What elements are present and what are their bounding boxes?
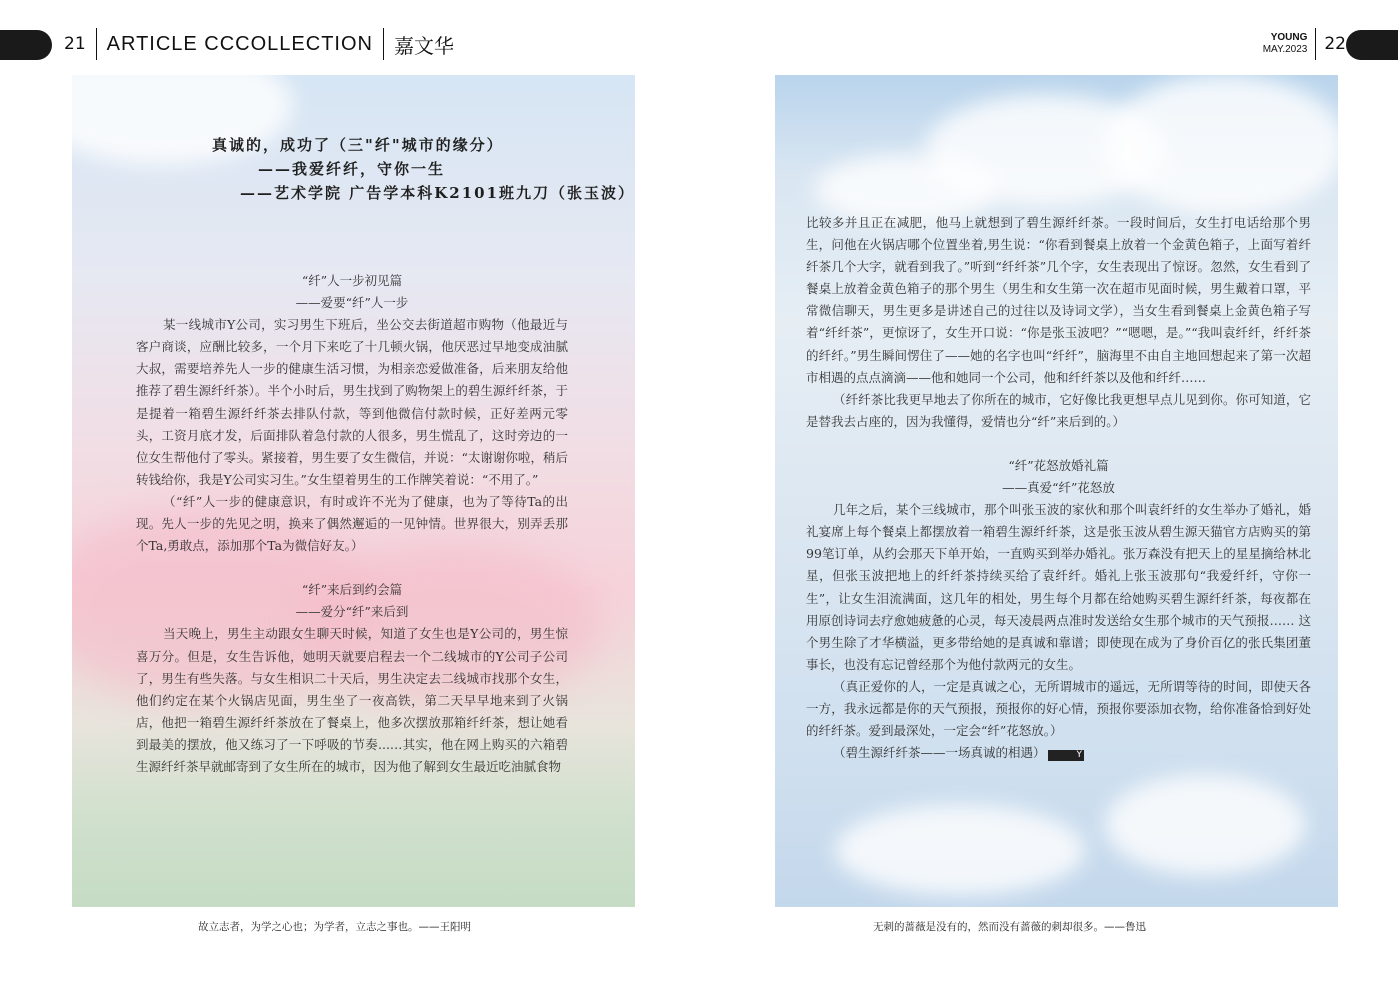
article-title [212, 133, 635, 205]
section-subheading: ——真爱“纤”花怒放 [1002, 480, 1115, 496]
header-divider [1315, 28, 1316, 60]
left-page [72, 75, 635, 907]
page-tab-left [0, 30, 52, 60]
brand-block [1263, 32, 1308, 56]
section-subheading: ——爱要“纤”人一步 [295, 295, 409, 311]
right-body [806, 212, 1311, 764]
aside-note: （“纤”人一步的健康意识，有时或许不光为了健康，也为了等待Ta的出现。先人一步的先见之明，换来了偶然邂逅的一见钟情。世界很大，别弄丢那个Ta,勇敢点，添加那个Ta为微信好友。） [136, 493, 568, 554]
body-paragraph: 某一线城市Y公司，实习男生下班后，坐公交去街道超市购物（他最近与客户商谈，应酬比较多，一个月下来吃了十几顿火锅，他厌恶过早地变成油腻大叔，需要培养先人一步的健康生活习惯，为相亲恋爱做准备，后来朋友给他推荐了碧生源纤纤茶）。半个小时后，男生找到了购物架上的碧生源纤纤茶，于是提着一箱碧生源纤纤茶去排队付款，等到他微信付款时候，正好差两元零头，工资月底才发，后面排队着急付款的人很多，男生慌乱了，这时旁边的一位女生帮他付了零头。紧接着，男生要了女生微信，并说：“太谢谢你啦，稍后转钱给你，我是Y公司实习生。”女生望着男生的工作牌笑着说：“不用了。” [136, 317, 568, 487]
footer-quote-left: 故立志者，为学之心也；为学者，立志之事也。——王阳明 [198, 921, 471, 933]
section-subheading: ——爱分“纤”来后到 [295, 604, 409, 620]
header-divider [383, 28, 384, 60]
body-paragraph: 比较多并且正在减肥，他马上就想到了碧生源纤纤茶。一段时间后，女生打电话给那个男生，问他在火锅店哪个位置坐着,男生说：“你看到餐桌上放着一个金黄色箱子，上面写着纤纤茶几个大字，就看到我了。”听到“纤纤茶”几个字，女生表现出了惊讶。忽然，女生看到了餐桌上放着金黄色箱子的那个男生（男生和女生第一次在超市见面时候，男生戴着口罩，平常微信聊天，男生更多是讲述自己的过往以及诗词文学），当女生看到餐桌上金黄色箱子写着“纤纤茶”，更惊讶了，女生开口说：“你是张玉波吧？”“嗯嗯，是。”“我叫袁纤纤，纤纤茶的纤纤。”男生瞬间愣住了——她的名字也叫“纤纤”，脑海里不由自主地回想起来了第一次超市相遇的点点滴滴——他和她同一个公司，他和纤纤茶以及他和纤纤…… [806, 215, 1311, 385]
header-author: 嘉文华 [394, 33, 454, 58]
right-page [775, 75, 1338, 907]
page-tab-right [1346, 30, 1398, 60]
header-left [64, 26, 454, 62]
left-body [136, 270, 568, 778]
section-heading: “纤”人一步初见篇 [301, 273, 403, 288]
header-right [1263, 26, 1346, 62]
title-byline: ——艺术学院 广告学本科K2101班九刀（张玉波） [240, 184, 635, 202]
title-line: 真诚的，成功了（三"纤"城市的缘分） [212, 136, 504, 154]
aside-note: （纤纤茶比我更早地去了你所在的城市，它好像比我更想早点儿见到你。你可知道，它是替我去占座的，因为我懂得，爱情也分“纤”来后到的。） [806, 391, 1311, 429]
body-paragraph: 几年之后，某个三线城市，那个叫张玉波的家伙和那个叫袁纤纤的女生举办了婚礼，婚礼宴席上每个餐桌上都摆放着一箱碧生源纤纤茶，这是张玉波从碧生源天猫官方店购买的第99笔订单，从约会那天下单开始，一直购买到举办婚礼。张万森没有把天上的星星摘给林北星，但张玉波把地上的纤纤茶持续买给了袁纤纤。婚礼上张玉波那句“我爱纤纤，守你一生”，让女生泪流满面，这几年的相处，男生每个月都在给她购买碧生源纤纤茶，每夜都在用原创诗词去疗愈她疲惫的心灵，每天凌晨两点准时发送给女生那个城市的天气预报…… 这个男生除了才华横溢，更多带给她的是真诚和靠谱；即使现在成为了身价百亿的张氏集团董事长，也没有忘记曾经那个为他付款两元的女生。 [806, 502, 1311, 672]
header-divider [96, 28, 97, 60]
right-page-number: 22 [1324, 34, 1346, 54]
issue-date: MAY.2023 [1262, 44, 1308, 55]
section-heading: “纤”来后到约会篇 [301, 582, 403, 598]
section-heading: “纤”花怒放婚礼篇 [1008, 457, 1109, 473]
brand-name: YOUNG [1270, 32, 1308, 43]
closing-line [806, 742, 1311, 764]
left-page-number: 21 [64, 34, 86, 54]
end-mark-icon: Y [1048, 750, 1085, 761]
aside-note: （真正爱你的人，一定是真诚之心，无所谓城市的遥远，无所谓等待的时间，即使天各一方，我永远都是你的天气预报，预报你的好心情，预报你要添加衣物，给你准备恰到好处的纤纤茶。爱到最深处，一定会“纤”花怒放。） [806, 678, 1311, 739]
footer-quote-right: 无刺的蔷薇是没有的，然而没有蔷薇的刺却很多。——鲁迅 [873, 921, 1146, 933]
magazine-title: ARTICLE CCCOLLECTION [106, 32, 373, 55]
body-paragraph: 当天晚上，男生主动跟女生聊天时候，知道了女生也是Y公司的，男生惊喜万分。但是，女生告诉他，她明天就要启程去一个二线城市的Y公司子公司了，男生有些失落。与女生相识二十天后，男生决定去二线城市找那个女生，他们约定在某个火锅店见面，男生坐了一夜高铁，第二天早早地来到了火锅店，他把一箱碧生源纤纤茶放在了餐桌上，他多次摆放那箱纤纤茶，想让她看到最美的摆放，他又练习了一下呼吸的节奏...…其实，他在网上购买的六箱碧生源纤纤茶早就邮寄到了女生所在的城市，因为他了解到女生最近吃油腻食物 [136, 626, 568, 774]
closing-text: （碧生源纤纤茶——一场真诚的相遇） [833, 745, 1046, 761]
title-line: ——我爱纤纤，守你一生 [258, 160, 446, 178]
